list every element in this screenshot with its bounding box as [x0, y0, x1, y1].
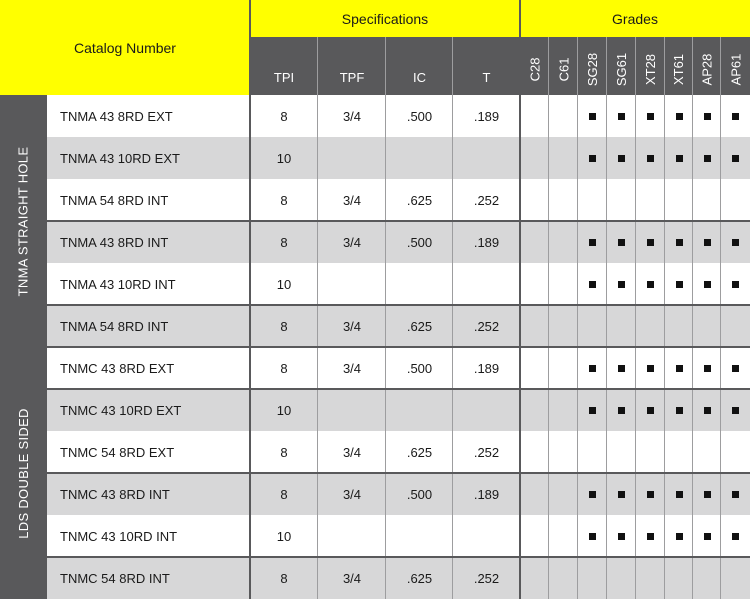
grade-cell [721, 221, 750, 263]
availability-mark-icon [704, 407, 711, 414]
grade-cell [636, 557, 665, 599]
availability-mark-icon [704, 239, 711, 246]
grade-cell [578, 221, 607, 263]
availability-mark-icon [618, 491, 625, 498]
availability-mark-icon [618, 239, 625, 246]
spec-cell-t: .252 [453, 557, 520, 599]
spec-cell-t [453, 389, 520, 431]
spec-cell-tpf: 3/4 [318, 347, 386, 389]
spec-cell-tpf [318, 137, 386, 179]
grade-cell [607, 515, 636, 557]
group-label-text: LDS DOUBLE SIDED [15, 407, 31, 539]
spec-cell-tpi: 8 [250, 347, 318, 389]
availability-mark-icon [676, 239, 683, 246]
availability-mark-icon [704, 113, 711, 120]
availability-mark-icon [589, 365, 596, 372]
spec-cell-tpf [318, 263, 386, 305]
availability-mark-icon [618, 365, 625, 372]
grid-divider [577, 37, 578, 599]
grade-cell [549, 557, 578, 599]
grade-cell [693, 473, 721, 515]
grade-cell [549, 221, 578, 263]
grade-cell [721, 305, 750, 347]
grade-cell [693, 515, 721, 557]
availability-mark-icon [647, 155, 654, 162]
grade-cell [549, 179, 578, 221]
spec-cell-tpi: 8 [250, 179, 318, 221]
grade-cell [721, 431, 750, 473]
availability-mark-icon [676, 491, 683, 498]
grade-cell [693, 389, 721, 431]
grade-column-xt28 [636, 37, 665, 95]
spec-cell-t [453, 515, 520, 557]
grade-cell [636, 263, 665, 305]
grade-cell [636, 515, 665, 557]
spec-cell-tpi: 10 [250, 137, 318, 179]
grade-cell [665, 431, 693, 473]
spec-cell-tpi: 8 [250, 305, 318, 347]
catalog-cell: TNMC 43 10RD INT [46, 515, 250, 557]
spec-cell-ic: .500 [386, 473, 453, 515]
spec-cell-ic: .625 [386, 557, 453, 599]
availability-mark-icon [732, 533, 739, 540]
spec-cell-t: .252 [453, 305, 520, 347]
grade-cell [607, 179, 636, 221]
grade-cell [607, 263, 636, 305]
spec-cell-tpi: 10 [250, 515, 318, 557]
availability-mark-icon [647, 113, 654, 120]
grade-cell [520, 473, 549, 515]
grade-cell [693, 557, 721, 599]
spec-cell-ic [386, 515, 453, 557]
grade-cell [578, 263, 607, 305]
grid-divider [0, 346, 46, 348]
grade-cell [721, 179, 750, 221]
specifications-header: Specifications [250, 0, 520, 37]
grid-divider [46, 388, 750, 390]
grade-cell [520, 431, 549, 473]
availability-mark-icon [647, 281, 654, 288]
spec-cell-tpi: 8 [250, 557, 318, 599]
grade-cell [693, 221, 721, 263]
spec-cell-ic: .625 [386, 305, 453, 347]
grade-cell [665, 137, 693, 179]
grade-cell [665, 263, 693, 305]
spec-cell-tpi: 10 [250, 389, 318, 431]
spec-cell-t: .189 [453, 221, 520, 263]
grade-cell [578, 179, 607, 221]
availability-mark-icon [676, 533, 683, 540]
grade-cell [665, 473, 693, 515]
availability-mark-icon [704, 533, 711, 540]
grid-divider [548, 37, 549, 599]
grade-cell [549, 137, 578, 179]
group-label-0 [0, 95, 46, 347]
grade-cell [520, 347, 549, 389]
availability-mark-icon [676, 155, 683, 162]
spec-column-tpi: TPI [250, 37, 318, 95]
availability-mark-icon [704, 281, 711, 288]
spec-cell-ic: .500 [386, 95, 453, 137]
spec-cell-tpf: 3/4 [318, 473, 386, 515]
spec-cell-ic [386, 389, 453, 431]
grid-divider [46, 220, 750, 222]
spec-cell-tpf: 3/4 [318, 431, 386, 473]
catalog-cell: TNMC 54 8RD INT [46, 557, 250, 599]
spec-cell-ic: .625 [386, 179, 453, 221]
availability-mark-icon [618, 533, 625, 540]
spec-cell-tpf: 3/4 [318, 179, 386, 221]
grade-cell [520, 179, 549, 221]
grid-divider [519, 0, 521, 599]
spec-cell-tpi: 8 [250, 221, 318, 263]
grade-cell [607, 389, 636, 431]
grade-cell [578, 515, 607, 557]
spec-cell-ic: .625 [386, 431, 453, 473]
grid-divider [46, 346, 750, 348]
grade-cell [549, 515, 578, 557]
availability-mark-icon [732, 491, 739, 498]
spec-column-ic: IC [386, 37, 453, 95]
grade-cell [721, 389, 750, 431]
availability-mark-icon [589, 239, 596, 246]
grade-column-label: C61 [555, 57, 571, 81]
grade-cell [693, 95, 721, 137]
grade-cell [721, 515, 750, 557]
grade-cell [549, 347, 578, 389]
availability-mark-icon [589, 155, 596, 162]
grade-column-xt61 [665, 37, 693, 95]
grade-cell [520, 137, 549, 179]
catalog-cell: TNMA 43 10RD EXT [46, 137, 250, 179]
grade-cell [549, 389, 578, 431]
spec-cell-tpi: 8 [250, 473, 318, 515]
grade-cell [607, 431, 636, 473]
grade-cell [549, 263, 578, 305]
grade-cell [520, 557, 549, 599]
grade-cell [693, 263, 721, 305]
catalog-cell: TNMA 54 8RD INT [46, 179, 250, 221]
grade-cell [721, 263, 750, 305]
grade-column-label: XT61 [671, 53, 687, 85]
grade-cell [607, 347, 636, 389]
spec-cell-t: .252 [453, 431, 520, 473]
spec-cell-ic [386, 137, 453, 179]
spec-cell-tpf: 3/4 [318, 557, 386, 599]
grade-column-c28 [520, 37, 549, 95]
availability-mark-icon [732, 113, 739, 120]
catalog-cell: TNMA 43 10RD INT [46, 263, 250, 305]
grid-divider [249, 0, 251, 599]
grade-cell [665, 95, 693, 137]
grade-cell [578, 431, 607, 473]
grade-cell [636, 179, 665, 221]
group-label-1 [0, 347, 46, 599]
grid-divider [635, 37, 636, 599]
grade-column-c61 [549, 37, 578, 95]
grade-cell [693, 305, 721, 347]
availability-mark-icon [589, 281, 596, 288]
grid-divider [385, 37, 386, 599]
grade-cell [549, 473, 578, 515]
grade-cell [636, 137, 665, 179]
spec-column-t: T [453, 37, 520, 95]
catalog-cell: TNMA 54 8RD INT [46, 305, 250, 347]
spec-cell-tpi: 10 [250, 263, 318, 305]
availability-mark-icon [676, 113, 683, 120]
grid-divider [317, 37, 318, 599]
availability-mark-icon [647, 365, 654, 372]
catalog-cell: TNMC 43 8RD INT [46, 473, 250, 515]
grade-column-sg61 [607, 37, 636, 95]
grade-cell [549, 431, 578, 473]
grade-cell [721, 95, 750, 137]
grade-cell [636, 95, 665, 137]
grade-cell [636, 473, 665, 515]
grade-cell [607, 473, 636, 515]
grid-divider [46, 304, 750, 306]
grade-cell [721, 473, 750, 515]
availability-mark-icon [732, 407, 739, 414]
spec-cell-ic [386, 263, 453, 305]
availability-mark-icon [676, 407, 683, 414]
grade-cell [693, 347, 721, 389]
group-label-text: TNMA STRAIGHT HOLE [15, 146, 31, 296]
grade-column-label: C28 [526, 57, 542, 81]
grade-cell [665, 557, 693, 599]
availability-mark-icon [732, 281, 739, 288]
grade-column-label: XT28 [643, 53, 659, 85]
grid-divider [46, 556, 750, 558]
grade-cell [520, 305, 549, 347]
grade-cell [665, 179, 693, 221]
grade-cell [520, 95, 549, 137]
grade-cell [578, 137, 607, 179]
availability-mark-icon [647, 407, 654, 414]
availability-mark-icon [704, 365, 711, 372]
availability-mark-icon [704, 491, 711, 498]
spec-cell-ic: .500 [386, 221, 453, 263]
grid-divider [452, 37, 453, 599]
grade-cell [549, 305, 578, 347]
spec-cell-tpf: 3/4 [318, 95, 386, 137]
grade-cell [665, 515, 693, 557]
grade-cell [520, 389, 549, 431]
grid-divider [46, 472, 750, 474]
availability-mark-icon [618, 113, 625, 120]
grade-column-sg28 [578, 37, 607, 95]
spec-cell-t: .252 [453, 179, 520, 221]
availability-mark-icon [618, 155, 625, 162]
catalog-cell: TNMC 54 8RD EXT [46, 431, 250, 473]
grid-divider [664, 37, 665, 599]
grade-cell [721, 347, 750, 389]
availability-mark-icon [618, 407, 625, 414]
availability-mark-icon [732, 239, 739, 246]
spec-cell-t [453, 263, 520, 305]
grid-divider [720, 37, 721, 599]
grade-cell [693, 431, 721, 473]
grid-divider [692, 37, 693, 599]
grade-cell [549, 95, 578, 137]
availability-mark-icon [647, 239, 654, 246]
spec-cell-ic: .500 [386, 347, 453, 389]
availability-mark-icon [589, 491, 596, 498]
grade-cell [636, 221, 665, 263]
spec-cell-t: .189 [453, 95, 520, 137]
spec-column-tpf: TPF [318, 37, 386, 95]
grade-column-label: AP61 [728, 53, 743, 85]
grade-cell [607, 305, 636, 347]
spec-cell-tpf: 3/4 [318, 221, 386, 263]
grade-column-label: SG28 [585, 52, 600, 86]
grade-cell [665, 221, 693, 263]
grade-cell [578, 389, 607, 431]
grade-cell [578, 305, 607, 347]
spec-cell-t: .189 [453, 347, 520, 389]
spec-cell-tpf [318, 515, 386, 557]
grade-cell [520, 515, 549, 557]
availability-mark-icon [647, 533, 654, 540]
availability-mark-icon [704, 155, 711, 162]
grade-cell [636, 431, 665, 473]
grade-cell [520, 263, 549, 305]
grade-column-ap61 [721, 37, 750, 95]
grade-cell [607, 95, 636, 137]
grade-cell [578, 557, 607, 599]
grade-cell [665, 347, 693, 389]
grade-cell [693, 179, 721, 221]
availability-mark-icon [647, 491, 654, 498]
availability-mark-icon [589, 113, 596, 120]
grade-cell [693, 137, 721, 179]
grade-cell [607, 557, 636, 599]
spec-cell-tpf [318, 389, 386, 431]
catalog-cell: TNMC 43 10RD EXT [46, 389, 250, 431]
catalog-cell: TNMA 43 8RD EXT [46, 95, 250, 137]
grades-header: Grades [520, 0, 750, 37]
grade-cell [665, 389, 693, 431]
grade-cell [721, 137, 750, 179]
grade-cell [636, 305, 665, 347]
grade-column-label: SG61 [614, 52, 629, 86]
catalog-cell: TNMA 43 8RD INT [46, 221, 250, 263]
availability-mark-icon [676, 281, 683, 288]
catalog-number-header: Catalog Number [0, 0, 250, 95]
grade-cell [636, 389, 665, 431]
availability-mark-icon [676, 365, 683, 372]
availability-mark-icon [732, 155, 739, 162]
grid-divider [606, 37, 607, 599]
spec-cell-t: .189 [453, 473, 520, 515]
spec-cell-tpi: 8 [250, 431, 318, 473]
grade-cell [520, 221, 549, 263]
grade-cell [578, 347, 607, 389]
grade-cell [665, 305, 693, 347]
availability-mark-icon [732, 365, 739, 372]
grade-column-label: AP28 [699, 53, 715, 85]
spec-cell-t [453, 137, 520, 179]
availability-mark-icon [589, 533, 596, 540]
grade-cell [607, 137, 636, 179]
grade-column-ap28 [693, 37, 721, 95]
catalog-cell: TNMC 43 8RD EXT [46, 347, 250, 389]
grade-cell [721, 557, 750, 599]
grade-cell [578, 95, 607, 137]
availability-mark-icon [589, 407, 596, 414]
spec-cell-tpi: 8 [250, 95, 318, 137]
grade-cell [578, 473, 607, 515]
spec-cell-tpf: 3/4 [318, 305, 386, 347]
grade-cell [607, 221, 636, 263]
availability-mark-icon [618, 281, 625, 288]
grade-cell [636, 347, 665, 389]
